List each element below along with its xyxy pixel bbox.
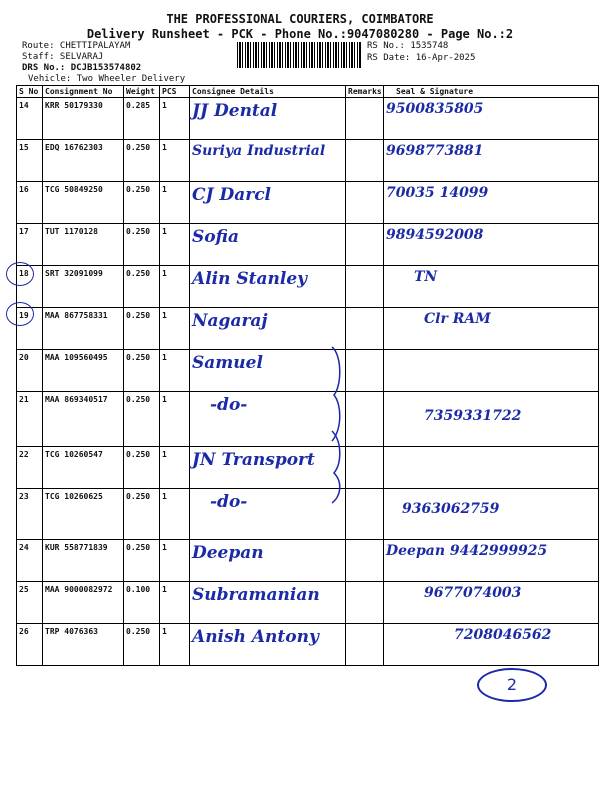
row-remarks [346,308,384,350]
row-consignment: TRP 4076363 [43,624,124,666]
row-consignee: Sofia [190,224,346,266]
row-weight: 0.250 [124,540,160,582]
row-weight: 0.250 [124,308,160,350]
table-header-row [17,86,599,98]
table-row [17,540,599,582]
table-row [17,392,599,447]
col-sno: S No [17,86,43,98]
col-pcs: PCS [160,86,190,98]
row-consignee: JJ Dental [190,98,346,140]
row-sno: 21 [17,392,43,447]
row-signature: 9894592008 [384,224,599,266]
row-consignee: Subramanian [190,582,346,624]
row-pcs: 1 [160,540,190,582]
row-signature [384,447,599,489]
col-remarks: Remarks [346,86,384,98]
row-consignment: TCG 10260547 [43,447,124,489]
pen-circle-mark [6,302,34,326]
row-pcs: 1 [160,447,190,489]
row-pcs: 1 [160,266,190,308]
col-consignee: Consignee Details [190,86,346,98]
row-weight: 0.250 [124,392,160,447]
row-consignee: Samuel [190,350,346,392]
row-consignee: CJ Darcl [190,182,346,224]
row-consignee: Suriya Industrial [190,140,346,182]
row-signature: TN [384,266,599,308]
row-consignee: -do- [190,489,346,540]
row-sno: 15 [17,140,43,182]
row-remarks [346,224,384,266]
table-row [17,140,599,182]
pen-circle-mark [6,262,34,286]
row-sno: 20 [17,350,43,392]
row-consignment: TCG 10260625 [43,489,124,540]
row-consignment: MAA 109560495 [43,350,124,392]
row-weight: 0.250 [124,350,160,392]
row-pcs: 1 [160,140,190,182]
table-row [17,447,599,489]
row-signature: 70035 14099 [384,182,599,224]
col-signature: Seal & Signature [384,86,599,98]
vehicle-label: Vehicle: Two Wheeler Delivery [28,74,186,84]
row-weight: 0.250 [124,224,160,266]
row-signature: Clr RAM [384,308,599,350]
row-pcs: 1 [160,350,190,392]
table-row [17,350,599,392]
drs-label: DRS No.: DCJB153574802 [22,63,142,73]
row-remarks [346,266,384,308]
row-consignment: EDQ 16762303 [43,140,124,182]
route-label: Route: CHETTIPALAYAM [22,41,131,51]
row-pcs: 1 [160,224,190,266]
row-consignment: SRT 32091099 [43,266,124,308]
row-pcs: 1 [160,392,190,447]
row-consignment: MAA 867758331 [43,308,124,350]
row-sno: 16 [17,182,43,224]
row-pcs: 1 [160,182,190,224]
row-consignee: JN Transport [190,447,346,489]
handwritten-bracket [326,345,356,505]
row-remarks [346,182,384,224]
rs-number: RS No.: 1535748 [367,41,449,51]
row-consignment: TCG 50849250 [43,182,124,224]
row-sno: 24 [17,540,43,582]
row-remarks [346,540,384,582]
row-signature: Deepan 9442999925 [384,540,599,582]
row-sno: 23 [17,489,43,540]
row-sno: 19 [17,308,43,350]
row-remarks [346,582,384,624]
runsheet-table [16,85,599,666]
table-row [17,224,599,266]
table-row [17,489,599,540]
barcode [237,42,362,68]
row-signature: 9363062759 [384,489,599,540]
table-row [17,98,599,140]
row-consignment: MAA 9000082972 [43,582,124,624]
staff-label: Staff: SELVARAJ [22,52,104,62]
row-weight: 0.250 [124,140,160,182]
row-weight: 0.250 [124,182,160,224]
col-consignment: Consignment No [43,86,124,98]
row-consignee: Anish Antony [190,624,346,666]
row-weight: 0.250 [124,489,160,540]
row-pcs: 1 [160,489,190,540]
row-pcs: 1 [160,582,190,624]
row-weight: 0.250 [124,624,160,666]
table-row [17,308,599,350]
rs-date: RS Date: 16-Apr-2025 [367,53,476,63]
col-weight: Weight [124,86,160,98]
runsheet-subtitle: Delivery Runsheet - PCK - Phone No.:9047080280 - Page No.:2 [86,27,514,41]
row-weight: 0.250 [124,447,160,489]
row-pcs: 1 [160,624,190,666]
table-row [17,624,599,666]
row-weight: 0.250 [124,266,160,308]
row-weight: 0.100 [124,582,160,624]
row-consignment: KRR 50179330 [43,98,124,140]
row-signature: 9677074003 [384,582,599,624]
runsheet-title: THE PROFESSIONAL COURIERS, COIMBATORE [166,12,434,26]
row-consignee: Nagaraj [190,308,346,350]
row-sno: 18 [17,266,43,308]
row-signature: 9500835805 [384,98,599,140]
row-sno: 14 [17,98,43,140]
row-consignment: TUT 1170128 [43,224,124,266]
row-consignee: Alin Stanley [190,266,346,308]
row-remarks [346,140,384,182]
page-number-mark: 2 [477,668,547,702]
table-row [17,582,599,624]
row-signature: 9698773881 [384,140,599,182]
row-pcs: 1 [160,98,190,140]
row-sno: 26 [17,624,43,666]
row-consignee: Deepan [190,540,346,582]
table-row [17,182,599,224]
row-consignment: KUR 558771839 [43,540,124,582]
row-remarks [346,624,384,666]
row-signature: 7359331722 [384,392,599,447]
row-consignment: MAA 869340517 [43,392,124,447]
row-signature: 7208046562 [384,624,599,666]
table-row [17,266,599,308]
row-signature [384,350,599,392]
row-pcs: 1 [160,308,190,350]
row-consignee: -do- [190,392,346,447]
row-weight: 0.285 [124,98,160,140]
row-remarks [346,98,384,140]
row-sno: 17 [17,224,43,266]
row-sno: 22 [17,447,43,489]
row-sno: 25 [17,582,43,624]
